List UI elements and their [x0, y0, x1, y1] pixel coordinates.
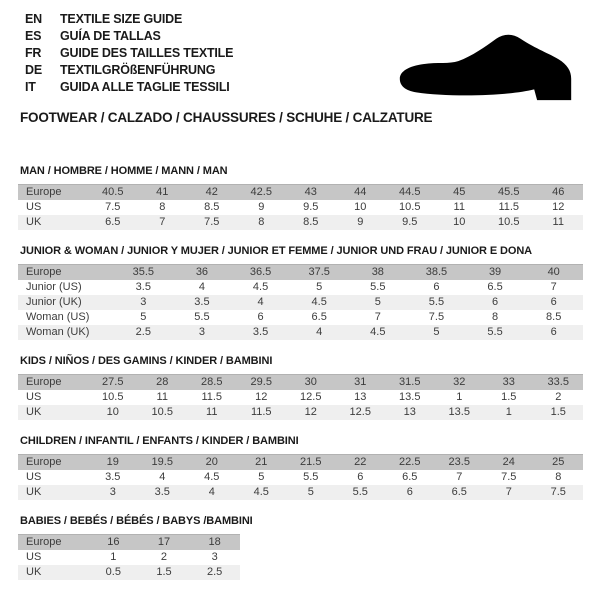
size-value-cell: 11.5 — [498, 201, 520, 213]
size-value-cell: 5 — [316, 281, 323, 293]
size-table-section — [18, 515, 584, 580]
size-value-cell: 22.5 — [385, 455, 435, 471]
size-value-cell: 4.5 — [253, 486, 269, 498]
language-row — [25, 28, 233, 45]
size-value-cell: 4 — [159, 471, 166, 483]
size-value-cell: 3.5 — [252, 326, 269, 338]
size-value-cell: 9 — [357, 216, 364, 228]
size-value-cell: 9.5 — [303, 201, 319, 213]
size-value-cell: 37.5 — [290, 265, 349, 281]
size-value-cell: 4 — [198, 281, 205, 293]
size-value-cell: 2 — [555, 391, 562, 403]
size-value-cell: 5.5 — [487, 326, 503, 338]
language-label: TEXTILE SIZE GUIDE — [60, 12, 183, 26]
size-value-cell: 5 — [258, 471, 265, 483]
size-value-cell: 5.5 — [370, 281, 386, 293]
table-row — [18, 280, 583, 295]
row-label: UK — [26, 406, 42, 418]
size-table-section — [18, 165, 584, 230]
size-value-cell: 3 — [211, 551, 218, 563]
size-value-cell: 17 — [139, 535, 190, 551]
size-value-cell: 6 — [357, 471, 364, 483]
size-value-cell: 6.5 — [402, 471, 418, 483]
size-value-cell: 13 — [403, 406, 416, 418]
size-value-cell: 1.5 — [501, 391, 517, 403]
language-label: GUIDA ALLE TAGLIE TESSILI — [60, 80, 230, 94]
size-value-cell: 6.5 — [487, 281, 503, 293]
size-value-cell: 6 — [550, 296, 557, 308]
size-value-cell: 42.5 — [237, 185, 287, 201]
size-value-cell: 8 — [555, 471, 562, 483]
table-row — [18, 200, 583, 215]
row-label: UK — [26, 486, 42, 498]
table-row — [18, 215, 583, 230]
size-value-cell: 23.5 — [435, 455, 485, 471]
row-label: Woman (UK) — [26, 326, 90, 338]
row-label: Woman (US) — [26, 311, 90, 323]
size-table — [18, 454, 583, 500]
size-value-cell: 11 — [552, 216, 564, 228]
size-value-cell: 40.5 — [88, 185, 138, 201]
language-row — [25, 11, 233, 28]
table-row — [18, 470, 583, 485]
size-value-cell: 10.5 — [151, 406, 173, 418]
size-value-cell: 7 — [505, 486, 512, 498]
table-row — [18, 265, 583, 281]
row-label: UK — [26, 216, 42, 228]
size-value-cell: 44.5 — [385, 185, 435, 201]
size-value-cell: 5 — [374, 296, 381, 308]
size-value-cell: 1.5 — [550, 406, 566, 418]
size-value-cell: 10 — [106, 406, 119, 418]
size-table-title: CHILDREN / INFANTIL / ENFANTS / KINDER / BAMBINI — [20, 435, 299, 447]
size-value-cell: 7 — [550, 281, 557, 293]
size-table-title: MAN / HOMBRE / HOMME / MANN / MAN — [20, 165, 228, 177]
size-table — [18, 374, 583, 420]
size-value-cell: 7.5 — [501, 471, 517, 483]
size-value-cell: 46 — [534, 185, 584, 201]
size-value-cell: 45 — [435, 185, 485, 201]
table-row — [18, 550, 240, 565]
size-value-cell: 7.5 — [550, 486, 566, 498]
category-title: FOOTWEAR / CALZADO / CHAUSSURES / SCHUHE / CALZATURE — [20, 110, 433, 125]
size-value-cell: 3 — [140, 296, 147, 308]
size-value-cell: 13 — [354, 391, 367, 403]
row-label: Junior (UK) — [26, 296, 82, 308]
size-value-cell: 9.5 — [402, 216, 418, 228]
size-value-cell: 6 — [406, 486, 413, 498]
language-label: TEXTILGRÖßENFÜHRUNG — [60, 63, 216, 77]
size-value-cell: 3.5 — [105, 471, 121, 483]
shoe-icon — [393, 30, 578, 106]
language-code: FR — [25, 46, 42, 60]
table-row — [18, 185, 583, 201]
table-row — [18, 535, 240, 551]
size-value-cell: 38.5 — [407, 265, 466, 281]
size-value-cell: 11 — [156, 391, 168, 403]
size-value-cell: 0.5 — [105, 566, 121, 578]
size-value-cell: 4 — [208, 486, 215, 498]
size-value-cell: 10 — [354, 201, 367, 213]
size-value-cell: 6.5 — [105, 216, 121, 228]
row-label: US — [26, 471, 42, 483]
table-row — [18, 375, 583, 391]
size-value-cell: 5.5 — [428, 296, 445, 308]
table-row — [18, 405, 583, 420]
size-value-cell: 8.5 — [204, 201, 220, 213]
size-value-cell: 10 — [453, 216, 466, 228]
size-value-cell: 7 — [374, 311, 381, 323]
size-value-cell: 6 — [433, 281, 440, 293]
size-value-cell: 38 — [349, 265, 408, 281]
language-list — [25, 11, 233, 96]
language-code: DE — [25, 63, 42, 77]
size-value-cell: 19 — [88, 455, 138, 471]
size-value-cell: 29.5 — [237, 375, 287, 391]
size-value-cell: 43 — [286, 185, 336, 201]
size-value-cell: 36 — [173, 265, 232, 281]
row-label: Europe — [18, 535, 88, 551]
size-value-cell: 7 — [159, 216, 166, 228]
size-value-cell: 11 — [206, 406, 218, 418]
row-label: US — [26, 201, 42, 213]
row-label: UK — [26, 566, 42, 578]
table-row — [18, 485, 583, 500]
size-value-cell: 1 — [505, 406, 512, 418]
size-value-cell: 5 — [307, 486, 314, 498]
size-value-cell: 12 — [304, 406, 317, 418]
size-value-cell: 36.5 — [231, 265, 290, 281]
size-value-cell: 31.5 — [385, 375, 435, 391]
size-value-cell: 35.5 — [114, 265, 173, 281]
size-value-cell: 3 — [109, 486, 116, 498]
size-value-cell: 42 — [187, 185, 237, 201]
size-value-cell: 2.5 — [135, 326, 151, 338]
table-row — [18, 455, 583, 471]
size-value-cell: 3 — [198, 326, 205, 338]
language-row — [25, 79, 233, 96]
size-value-cell: 4 — [316, 326, 323, 338]
size-value-cell: 41 — [138, 185, 188, 201]
size-value-cell: 21 — [237, 455, 287, 471]
size-value-cell: 44 — [336, 185, 386, 201]
size-value-cell: 6.5 — [311, 311, 327, 323]
size-value-cell: 11.5 — [201, 391, 223, 403]
size-value-cell: 3.5 — [194, 296, 210, 308]
size-value-cell: 2 — [160, 551, 168, 563]
size-value-cell: 6 — [257, 311, 264, 323]
size-table-section — [18, 435, 584, 500]
size-value-cell: 25 — [534, 455, 584, 471]
size-value-cell: 2.5 — [207, 566, 223, 578]
size-value-cell: 12.5 — [349, 406, 371, 418]
size-value-cell: 33.5 — [534, 375, 584, 391]
size-value-cell: 12 — [255, 391, 268, 403]
size-value-cell: 19.5 — [138, 455, 188, 471]
size-table-title: KIDS / NIÑOS / DES GAMINS / KINDER / BAMBINI — [20, 355, 273, 367]
size-value-cell: 8.5 — [546, 311, 562, 323]
size-value-cell: 20 — [187, 455, 237, 471]
size-value-cell: 4.5 — [370, 326, 386, 338]
size-value-cell: 10.5 — [102, 391, 124, 403]
size-value-cell: 21.5 — [286, 455, 336, 471]
size-value-cell: 8.5 — [303, 216, 319, 228]
language-code: EN — [25, 12, 42, 26]
size-value-cell: 4.5 — [204, 471, 220, 483]
size-value-cell: 4 — [257, 296, 264, 308]
row-label: Europe — [18, 375, 88, 391]
size-value-cell: 18 — [189, 535, 240, 551]
size-value-cell: 5 — [140, 311, 147, 323]
table-row — [18, 565, 240, 580]
size-value-cell: 13.5 — [448, 406, 470, 418]
size-value-cell: 3.5 — [154, 486, 170, 498]
row-label: US — [26, 391, 42, 403]
table-row — [18, 295, 583, 310]
size-value-cell: 1 — [110, 551, 117, 563]
size-table — [18, 184, 583, 230]
size-table — [18, 264, 583, 340]
size-value-cell: 5.5 — [352, 486, 368, 498]
size-value-cell: 39 — [466, 265, 525, 281]
size-value-cell: 31 — [336, 375, 386, 391]
size-table-title: JUNIOR & WOMAN / JUNIOR Y MUJER / JUNIOR ET FEMME / JUNIOR UND FRAU / JUNIOR E DONA — [20, 245, 533, 257]
size-value-cell: 30 — [286, 375, 336, 391]
size-value-cell: 45.5 — [484, 185, 534, 201]
size-value-cell: 32 — [435, 375, 485, 391]
size-value-cell: 16 — [88, 535, 139, 551]
table-row — [18, 390, 583, 405]
size-value-cell: 27.5 — [88, 375, 138, 391]
table-row — [18, 325, 583, 340]
size-value-cell: 4.5 — [311, 296, 327, 308]
size-value-cell: 12 — [552, 201, 565, 213]
size-table-section — [18, 355, 584, 420]
size-value-cell: 28 — [138, 375, 188, 391]
language-row — [25, 62, 233, 79]
size-value-cell: 7.5 — [105, 201, 121, 213]
row-label: US — [26, 551, 42, 563]
size-value-cell: 6 — [550, 326, 557, 338]
row-label: Europe — [18, 455, 88, 471]
row-label: Europe — [18, 265, 114, 281]
size-value-cell: 1 — [456, 391, 463, 403]
size-value-cell: 5.5 — [303, 471, 319, 483]
size-table — [18, 534, 240, 580]
language-code: ES — [25, 29, 42, 43]
size-table-title: BABIES / BEBÉS / BÉBÉS / BABYS /BAMBINI — [20, 515, 253, 527]
size-tables — [18, 165, 584, 595]
size-value-cell: 1.5 — [156, 566, 172, 578]
row-label: Europe — [18, 185, 88, 201]
size-value-cell: 6.5 — [451, 486, 467, 498]
size-value-cell: 12.5 — [300, 391, 322, 403]
size-value-cell: 10.5 — [498, 216, 520, 228]
size-value-cell: 7 — [456, 471, 463, 483]
size-value-cell: 5.5 — [194, 311, 210, 323]
size-value-cell: 10.5 — [399, 201, 421, 213]
size-value-cell: 11 — [453, 201, 465, 213]
size-value-cell: 24 — [484, 455, 534, 471]
language-label: GUIDE DES TAILLES TEXTILE — [60, 46, 234, 60]
size-value-cell: 13.5 — [399, 391, 421, 403]
size-value-cell: 8 — [159, 201, 166, 213]
size-value-cell: 28.5 — [187, 375, 237, 391]
size-value-cell: 40 — [524, 265, 583, 281]
size-value-cell: 7.5 — [428, 311, 445, 323]
size-value-cell: 3.5 — [135, 281, 151, 293]
size-value-cell: 8 — [492, 311, 499, 323]
size-value-cell: 8 — [258, 216, 265, 228]
size-value-cell: 22 — [336, 455, 386, 471]
size-value-cell: 7.5 — [204, 216, 220, 228]
row-label: Junior (US) — [26, 281, 82, 293]
size-value-cell: 33 — [484, 375, 534, 391]
size-value-cell: 9 — [258, 201, 265, 213]
size-table-section — [18, 245, 584, 340]
language-label: GUÍA DE TALLAS — [60, 29, 161, 43]
size-value-cell: 4.5 — [252, 281, 269, 293]
size-value-cell: 5 — [433, 326, 440, 338]
language-code: IT — [25, 80, 36, 94]
size-value-cell: 6 — [492, 296, 499, 308]
size-value-cell: 11.5 — [250, 406, 272, 418]
table-row — [18, 310, 583, 325]
language-row — [25, 45, 233, 62]
